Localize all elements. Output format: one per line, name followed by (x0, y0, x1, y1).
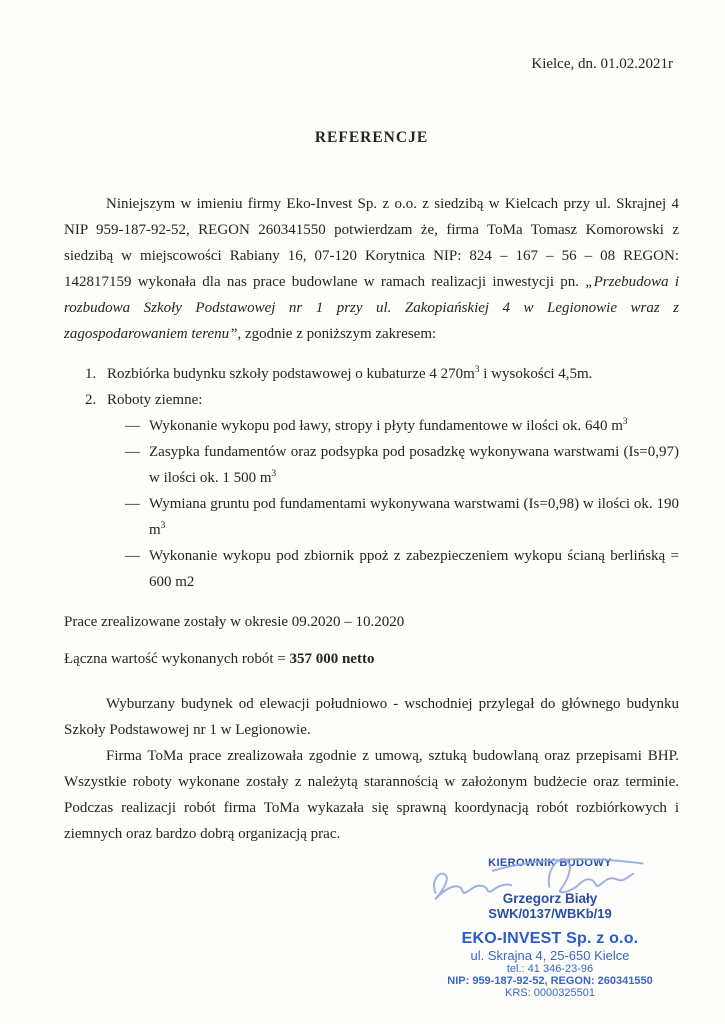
company-stamp-phone: tel.: 41 346-23-96 (506, 963, 594, 975)
date-line: Kielce, dn. 01.02.2021r (531, 56, 673, 72)
superscript-cubed: 3 (160, 521, 166, 531)
document-title: REFERENCJE (314, 129, 429, 146)
dash-marker: — (125, 444, 140, 460)
item-text-tail: i wysokości 4,5m. (479, 366, 593, 382)
item-text: Rozbiórka budynku szkoły podstawowej o kubaturze 4 270m (107, 366, 475, 382)
closing-paragraph-2: Firma ToMa prace zrealizowała zgodnie z umową, sztuką budowlaną oraz przepisami BHP. Wszystkie roboty wykonane zostały z należytą starannością w założonym budżecie oraz terminie. Podczas realizacji robót firma ToMa wykazała się sprawną koordynacją robót rozbiórkowych i ziemnych oraz bardzo dobrą organizacją prac. (64, 748, 679, 842)
superscript-cubed: 3 (474, 365, 480, 375)
item-text: Wymiana gruntu pod fundamentami wykonywana warstwami (Is=0,98) w ilości ok. 190 m (149, 496, 679, 538)
stamp-role-title: KIEROWNIK BUDOWY (488, 857, 612, 869)
list-item-demolition (85, 361, 679, 387)
intro-text-end: , zgodnie z poniższym zakresem: (237, 326, 437, 342)
sub-item-text: Wykonanie wykopu pod zbiornik ppoż z zabezpieczeniem wykopu ścianą berlińską = 600 m2 (149, 548, 679, 590)
completion-period-line: Prace zrealizowane zostały w okresie 09.2020 – 10.2020 (64, 614, 405, 630)
sub-item-text (149, 439, 679, 491)
superscript-cubed: 3 (622, 417, 628, 427)
dash-marker: — (125, 496, 140, 512)
stamp-person-name: Grzegorz Biały (502, 891, 598, 906)
list-item-text: Roboty ziemne: (107, 392, 203, 408)
intro-paragraph (64, 191, 679, 347)
sub-item-text (149, 413, 679, 439)
intro-text-start: Niniejszym w imieniu firmy Eko-Invest Sp. z o.o. z siedzibą w Kielcach przy ul. Skrajnej 4 NIP 959-187-92-52, REGON 260341550 potwierdzam że, firma ToMa Tomasz Komorowski z siedzibą w miejscowości Rabiany 16, 07-120 Korytnica NIP: 824 – 167 – 56 – 08 REGON: 142817159 wykonała dla nas prace budowlane w ramach realizacji inwestycji pn. (64, 196, 679, 290)
list-item-text (107, 361, 679, 387)
company-stamp-nip-regon: NIP: 959-187-92-52, REGON: 260341550 (447, 975, 653, 987)
superscript-cubed: 3 (271, 469, 277, 479)
list-item-earthworks (85, 387, 679, 413)
total-value-line (64, 646, 679, 672)
company-stamp-address: ul. Skrajna 4, 25-650 Kielce (470, 948, 630, 963)
list-marker: 1. (85, 366, 97, 382)
sub-item-excavation-foundations (125, 413, 679, 439)
company-stamp-krs: KRS: 0000325501 (505, 987, 595, 999)
list-marker: 2. (85, 392, 97, 408)
item-text: Wykonanie wykopu pod ławy, stropy i płyty fundamentowe w ilości ok. 640 m (149, 418, 623, 434)
scope-list (64, 361, 679, 595)
sub-item-tank-excavation (125, 543, 679, 595)
dash-marker: — (125, 548, 140, 564)
company-stamp-name: EKO-INVEST Sp. z o.o. (461, 930, 639, 947)
closing-paragraph-1: Wyburzany budynek od elewacji południowo - wschodniej przylegał do głównego budynku Szkoły Podstawowej nr 1 w Legionowie. (64, 696, 679, 738)
sub-item-backfill (125, 439, 679, 491)
stamp-license-number: SWK/0137/WBKb/19 (488, 906, 612, 921)
signature-stamp-block (435, 857, 665, 999)
sub-item-soil-replacement (125, 491, 679, 543)
sub-item-text (149, 491, 679, 543)
investment-name-italic: „Przebudowa i rozbudowa Szkoły Podstawowej nr 1 przy ul. Zakopiańskiej 4 w Legionowie wraz z zagospodarowaniem terenu” (64, 274, 680, 342)
dash-marker: — (125, 418, 140, 434)
value-prefix: Łączna wartość wykonanych robót = (64, 651, 290, 667)
item-text: Zasypka fundamentów oraz podsypka pod posadzkę wykonywana warstwami (Is=0,97) w ilości ok. 1 500 m (149, 444, 679, 486)
value-amount: 357 000 netto (289, 651, 375, 667)
